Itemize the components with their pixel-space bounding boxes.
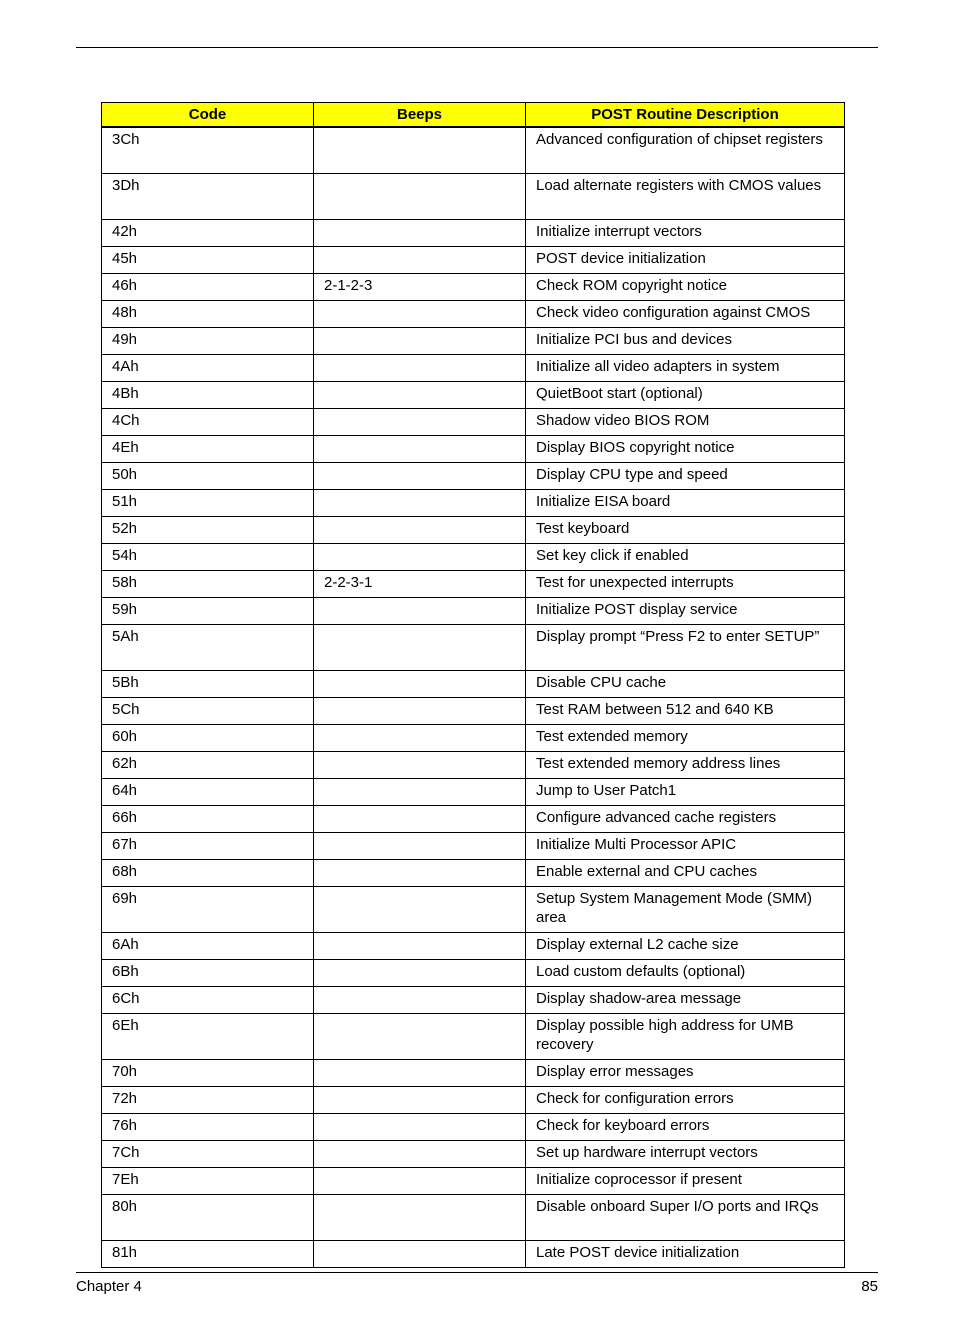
table-row xyxy=(102,725,845,752)
beeps-cell xyxy=(314,490,526,517)
column-header-description: POST Routine Description xyxy=(526,103,845,128)
table-row xyxy=(102,174,845,220)
description-cell: Advanced configuration of chipset registers xyxy=(526,127,845,174)
beeps-cell: 2-1-2-3 xyxy=(314,274,526,301)
table-row xyxy=(102,1241,845,1268)
beeps-cell: 2-2-3-1 xyxy=(314,571,526,598)
description-cell: Initialize PCI bus and devices xyxy=(526,328,845,355)
code-cell: 72h xyxy=(102,1087,314,1114)
header-rule xyxy=(76,47,878,48)
beeps-cell xyxy=(314,1168,526,1195)
beeps-cell xyxy=(314,698,526,725)
beeps-cell xyxy=(314,598,526,625)
code-cell: 6Ah xyxy=(102,933,314,960)
code-cell: 64h xyxy=(102,779,314,806)
description-cell: Initialize coprocessor if present xyxy=(526,1168,845,1195)
description-cell: Display CPU type and speed xyxy=(526,463,845,490)
code-cell: 4Bh xyxy=(102,382,314,409)
description-cell: POST device initialization xyxy=(526,247,845,274)
beeps-cell xyxy=(314,1114,526,1141)
description-cell: Load alternate registers with CMOS values xyxy=(526,174,845,220)
beeps-cell xyxy=(314,247,526,274)
beeps-cell xyxy=(314,328,526,355)
table-row xyxy=(102,833,845,860)
code-cell: 4Ah xyxy=(102,355,314,382)
beeps-cell xyxy=(314,436,526,463)
table-row xyxy=(102,779,845,806)
code-cell: 46h xyxy=(102,274,314,301)
table-row xyxy=(102,127,845,174)
beeps-cell xyxy=(314,1141,526,1168)
description-cell: Set key click if enabled xyxy=(526,544,845,571)
table-row xyxy=(102,625,845,671)
beeps-cell xyxy=(314,833,526,860)
post-codes-table xyxy=(101,102,845,1268)
description-cell: Display error messages xyxy=(526,1060,845,1087)
table-row xyxy=(102,571,845,598)
code-cell: 3Dh xyxy=(102,174,314,220)
table-row xyxy=(102,987,845,1014)
table-row xyxy=(102,382,845,409)
code-cell: 54h xyxy=(102,544,314,571)
table-row xyxy=(102,1087,845,1114)
description-cell: Setup System Management Mode (SMM) area xyxy=(526,887,845,933)
code-cell: 62h xyxy=(102,752,314,779)
code-cell: 4Eh xyxy=(102,436,314,463)
table-row xyxy=(102,1195,845,1241)
table-row xyxy=(102,274,845,301)
beeps-cell xyxy=(314,463,526,490)
table-row xyxy=(102,1060,845,1087)
description-cell: Display external L2 cache size xyxy=(526,933,845,960)
description-cell: Initialize EISA board xyxy=(526,490,845,517)
description-cell: Shadow video BIOS ROM xyxy=(526,409,845,436)
beeps-cell xyxy=(314,933,526,960)
beeps-cell xyxy=(314,752,526,779)
description-cell: Initialize all video adapters in system xyxy=(526,355,845,382)
table-row xyxy=(102,301,845,328)
code-cell: 48h xyxy=(102,301,314,328)
description-cell: Check ROM copyright notice xyxy=(526,274,845,301)
code-cell: 68h xyxy=(102,860,314,887)
table-row xyxy=(102,1141,845,1168)
table-row xyxy=(102,1114,845,1141)
code-cell: 49h xyxy=(102,328,314,355)
code-cell: 59h xyxy=(102,598,314,625)
beeps-cell xyxy=(314,987,526,1014)
code-cell: 7Eh xyxy=(102,1168,314,1195)
beeps-cell xyxy=(314,382,526,409)
table-row xyxy=(102,409,845,436)
description-cell: Initialize Multi Processor APIC xyxy=(526,833,845,860)
description-cell: Check video configuration against CMOS xyxy=(526,301,845,328)
code-cell: 52h xyxy=(102,517,314,544)
beeps-cell xyxy=(314,1014,526,1060)
description-cell: Configure advanced cache registers xyxy=(526,806,845,833)
description-cell: Enable external and CPU caches xyxy=(526,860,845,887)
description-cell: Late POST device initialization xyxy=(526,1241,845,1268)
description-cell: Test keyboard xyxy=(526,517,845,544)
code-cell: 5Bh xyxy=(102,671,314,698)
code-cell: 5Ah xyxy=(102,625,314,671)
code-cell: 42h xyxy=(102,220,314,247)
beeps-cell xyxy=(314,1060,526,1087)
code-cell: 45h xyxy=(102,247,314,274)
table-row xyxy=(102,933,845,960)
table-row xyxy=(102,598,845,625)
beeps-cell xyxy=(314,127,526,174)
table-row xyxy=(102,517,845,544)
description-cell: Test RAM between 512 and 640 KB xyxy=(526,698,845,725)
table-row xyxy=(102,1014,845,1060)
code-cell: 70h xyxy=(102,1060,314,1087)
description-cell: Display prompt “Press F2 to enter SETUP” xyxy=(526,625,845,671)
beeps-cell xyxy=(314,517,526,544)
table-row xyxy=(102,752,845,779)
code-cell: 58h xyxy=(102,571,314,598)
beeps-cell xyxy=(314,1087,526,1114)
description-cell: Jump to User Patch1 xyxy=(526,779,845,806)
beeps-cell xyxy=(314,860,526,887)
table-body xyxy=(102,127,845,1268)
beeps-cell xyxy=(314,220,526,247)
code-cell: 50h xyxy=(102,463,314,490)
beeps-cell xyxy=(314,355,526,382)
column-header-code: Code xyxy=(102,103,314,128)
code-cell: 67h xyxy=(102,833,314,860)
table-row xyxy=(102,355,845,382)
beeps-cell xyxy=(314,544,526,571)
code-cell: 60h xyxy=(102,725,314,752)
table-row xyxy=(102,490,845,517)
beeps-cell xyxy=(314,1195,526,1241)
description-cell: Display shadow-area message xyxy=(526,987,845,1014)
code-cell: 3Ch xyxy=(102,127,314,174)
table-row xyxy=(102,806,845,833)
footer-chapter: Chapter 4 xyxy=(76,1278,142,1295)
table-row xyxy=(102,860,845,887)
table-row xyxy=(102,247,845,274)
table-row xyxy=(102,960,845,987)
code-cell: 66h xyxy=(102,806,314,833)
description-cell: Display possible high address for UMB recovery xyxy=(526,1014,845,1060)
code-cell: 76h xyxy=(102,1114,314,1141)
description-cell: Test for unexpected interrupts xyxy=(526,571,845,598)
table-row xyxy=(102,328,845,355)
code-cell: 6Ch xyxy=(102,987,314,1014)
beeps-cell xyxy=(314,671,526,698)
column-header-beeps: Beeps xyxy=(314,103,526,128)
description-cell: Check for keyboard errors xyxy=(526,1114,845,1141)
description-cell: Initialize interrupt vectors xyxy=(526,220,845,247)
table-header-row xyxy=(102,103,845,128)
table-row xyxy=(102,544,845,571)
table-row xyxy=(102,463,845,490)
code-cell: 81h xyxy=(102,1241,314,1268)
beeps-cell xyxy=(314,301,526,328)
table-row xyxy=(102,220,845,247)
description-cell: Disable CPU cache xyxy=(526,671,845,698)
description-cell: Check for configuration errors xyxy=(526,1087,845,1114)
code-cell: 80h xyxy=(102,1195,314,1241)
beeps-cell xyxy=(314,625,526,671)
code-cell: 6Bh xyxy=(102,960,314,987)
description-cell: Load custom defaults (optional) xyxy=(526,960,845,987)
table-row xyxy=(102,698,845,725)
beeps-cell xyxy=(314,725,526,752)
description-cell: QuietBoot start (optional) xyxy=(526,382,845,409)
beeps-cell xyxy=(314,779,526,806)
footer-page-number: 85 xyxy=(861,1278,878,1295)
table-row xyxy=(102,436,845,463)
description-cell: Test extended memory address lines xyxy=(526,752,845,779)
code-cell: 5Ch xyxy=(102,698,314,725)
beeps-cell xyxy=(314,174,526,220)
beeps-cell xyxy=(314,806,526,833)
description-cell: Set up hardware interrupt vectors xyxy=(526,1141,845,1168)
beeps-cell xyxy=(314,409,526,436)
beeps-cell xyxy=(314,1241,526,1268)
description-cell: Display BIOS copyright notice xyxy=(526,436,845,463)
table-row xyxy=(102,671,845,698)
table-row xyxy=(102,887,845,933)
description-cell: Initialize POST display service xyxy=(526,598,845,625)
code-cell: 6Eh xyxy=(102,1014,314,1060)
code-cell: 51h xyxy=(102,490,314,517)
code-cell: 4Ch xyxy=(102,409,314,436)
footer-rule xyxy=(76,1272,878,1273)
description-cell: Test extended memory xyxy=(526,725,845,752)
beeps-cell xyxy=(314,887,526,933)
code-cell: 69h xyxy=(102,887,314,933)
beeps-cell xyxy=(314,960,526,987)
description-cell: Disable onboard Super I/O ports and IRQs xyxy=(526,1195,845,1241)
table-row xyxy=(102,1168,845,1195)
code-cell: 7Ch xyxy=(102,1141,314,1168)
